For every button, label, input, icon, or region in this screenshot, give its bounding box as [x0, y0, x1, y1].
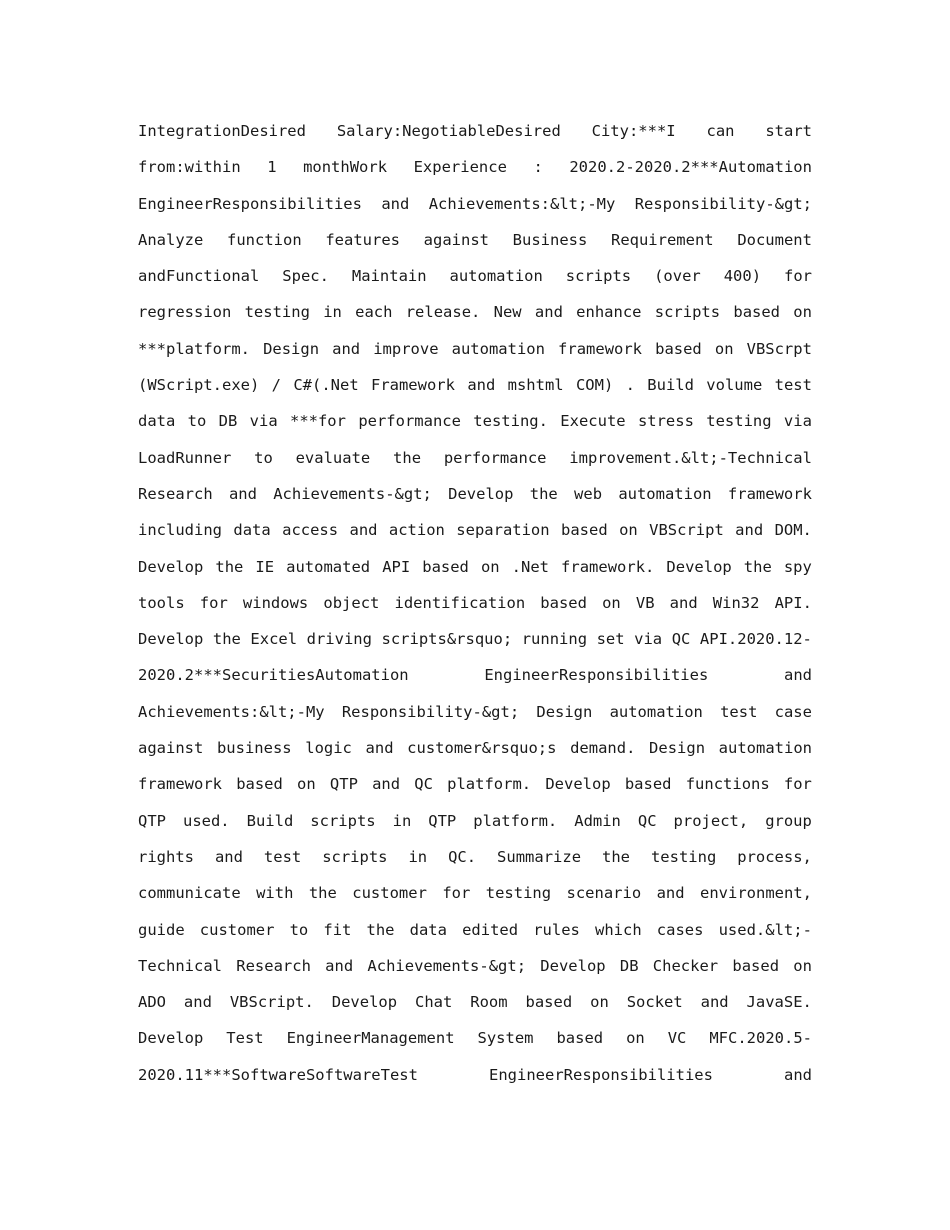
word: IE: [255, 557, 275, 576]
word: business: [216, 739, 292, 758]
word: separation: [456, 521, 550, 540]
word: process,: [737, 847, 812, 866]
word: on: [590, 993, 609, 1012]
text-line: [138, 1020, 812, 1056]
word: group: [765, 811, 812, 830]
word: EngineerResponsibilities: [484, 666, 709, 685]
word: the: [529, 484, 558, 503]
word: based: [236, 775, 283, 794]
word: the: [308, 884, 337, 903]
word: scripts: [654, 303, 721, 322]
word: and: [534, 303, 563, 322]
text-line: [138, 149, 812, 185]
word: Responsibility-&gt;: [634, 194, 812, 213]
word: Technical: [138, 956, 222, 975]
word: scripts: [322, 847, 388, 866]
word: spy: [783, 557, 812, 576]
word: used.: [182, 811, 230, 830]
word: Analyze: [138, 230, 204, 249]
word: DB: [619, 956, 639, 975]
text-line: [138, 730, 812, 766]
word: Design: [649, 739, 706, 758]
word: based: [655, 339, 702, 358]
word: against: [423, 230, 489, 249]
word: windows: [242, 593, 309, 612]
word: ***for: [289, 412, 346, 431]
word: on: [480, 557, 500, 576]
word: and: [784, 666, 812, 685]
text-line: [138, 984, 812, 1020]
word: customer: [352, 884, 427, 903]
word: for: [442, 884, 471, 903]
word: Chat: [415, 993, 453, 1012]
word: performance: [358, 412, 461, 431]
text-line: [138, 440, 812, 476]
word: guide: [138, 920, 185, 939]
word: monthWork: [303, 158, 388, 177]
word: framework: [727, 484, 812, 503]
word: Room: [470, 993, 508, 1012]
word: 1: [267, 158, 277, 177]
word: Develop: [448, 484, 514, 503]
word: and: [365, 739, 394, 758]
word: VBScript: [649, 521, 724, 540]
word: Win32: [712, 593, 760, 612]
word: automation: [718, 739, 812, 758]
word: Research: [138, 484, 213, 503]
word: System: [477, 1029, 534, 1048]
text-line: [138, 912, 812, 948]
word: QC: [414, 775, 433, 794]
word: Spec.: [282, 267, 329, 286]
word: QTP: [428, 811, 457, 830]
word: stress: [637, 412, 694, 431]
word: :: [533, 158, 543, 177]
word: Framework: [370, 376, 455, 395]
text-line: [138, 875, 812, 911]
text-line: [138, 403, 812, 439]
word: case: [774, 702, 812, 721]
word: used.&lt;-: [718, 920, 812, 939]
word: and: [784, 1065, 812, 1084]
word: in: [392, 811, 412, 830]
word: testing: [650, 847, 717, 866]
word: against: [138, 739, 204, 758]
word: test: [720, 702, 758, 721]
word: Execute: [560, 412, 626, 431]
text-line: [138, 331, 812, 367]
word: and: [228, 484, 257, 503]
word: via: [249, 412, 278, 431]
word: Build: [647, 376, 694, 395]
word: (over: [654, 267, 701, 286]
word: DB: [218, 412, 238, 431]
word: and: [372, 775, 401, 794]
text-line: [138, 258, 812, 294]
word: Design: [536, 702, 593, 721]
word: /: [271, 376, 281, 395]
word: on: [793, 303, 812, 322]
word: identification: [394, 593, 526, 612]
word: based: [525, 993, 573, 1012]
text-line: [138, 294, 812, 330]
text-line: [138, 766, 812, 802]
word: regression: [138, 303, 232, 322]
text-line: [138, 1057, 812, 1093]
text-line: [138, 186, 812, 222]
word: mshtml: [507, 376, 564, 395]
word: environment,: [700, 884, 812, 903]
word: fit: [323, 920, 352, 939]
word: testing: [485, 884, 552, 903]
word: VB: [635, 593, 655, 612]
word: Build: [246, 811, 294, 830]
word: can: [706, 122, 735, 140]
word: ADO: [138, 993, 166, 1012]
word: and: [214, 847, 243, 866]
word: framework: [138, 775, 222, 794]
word: release.: [405, 303, 481, 322]
word: QC: [671, 630, 691, 649]
word: Develop: [138, 1029, 204, 1048]
text-line: [138, 803, 812, 839]
word: 400): [723, 267, 762, 286]
word: VBScript.: [229, 993, 314, 1012]
word: Develop: [138, 630, 204, 649]
document-body: [138, 113, 812, 1093]
text-line: [138, 367, 812, 403]
word: Develop: [666, 557, 732, 576]
word: cases: [656, 920, 704, 939]
word: automation: [618, 484, 712, 503]
word: scripts&rsquo;: [381, 630, 513, 649]
word: API.2020.12-: [699, 630, 812, 649]
word: automated: [286, 557, 371, 576]
word: COM): [575, 376, 614, 395]
word: for: [783, 267, 812, 286]
word: volume: [706, 376, 763, 395]
word: and: [349, 521, 378, 540]
word: 2020.11***SoftwareSoftwareTest: [138, 1065, 418, 1084]
word: testing: [706, 412, 772, 431]
word: and: [183, 993, 212, 1012]
word: Achievements:&lt;-My: [428, 194, 616, 213]
word: scenario: [566, 884, 642, 903]
word: customer: [199, 920, 275, 939]
word: rules: [533, 920, 580, 939]
word: Business: [512, 230, 588, 249]
word: Achievements:&lt;-My: [138, 702, 325, 721]
word: Requirement: [610, 230, 714, 249]
word: the: [212, 630, 241, 649]
word: data: [138, 412, 176, 431]
word: JavaSE.: [746, 993, 812, 1012]
text-line: [138, 476, 812, 512]
word: Develop: [138, 557, 204, 576]
word: automation: [451, 339, 545, 358]
word: Document: [737, 230, 812, 249]
word: with: [256, 884, 294, 903]
word: improve: [373, 339, 439, 358]
word: .Net: [511, 557, 549, 576]
word: Develop: [331, 993, 398, 1012]
word: to: [187, 412, 207, 431]
text-line: [138, 948, 812, 984]
word: scripts: [310, 811, 376, 830]
word: to: [254, 448, 273, 467]
word: and: [381, 194, 410, 213]
word: via: [634, 630, 663, 649]
word: on: [626, 1029, 645, 1048]
text-line: [138, 694, 812, 730]
word: for: [199, 593, 228, 612]
word: Achievements-&gt;: [273, 484, 432, 503]
word: ***platform.: [138, 339, 250, 358]
word: test: [263, 847, 302, 866]
word: Socket: [626, 993, 683, 1012]
word: on: [793, 956, 812, 975]
word: QTP: [138, 811, 166, 830]
word: 2020.2***SecuritiesAutomation: [138, 666, 409, 685]
word: demand.: [570, 739, 636, 758]
word: and: [656, 884, 685, 903]
word: on: [297, 775, 316, 794]
word: features: [325, 230, 400, 249]
word: City:***I: [591, 122, 676, 140]
word: access: [282, 521, 339, 540]
word: Test: [226, 1029, 264, 1048]
word: EngineerManagement: [286, 1029, 455, 1048]
word: platform.: [447, 775, 532, 794]
word: from:within: [138, 158, 241, 177]
word: tools: [138, 593, 185, 612]
word: the: [602, 847, 630, 866]
word: test: [774, 376, 812, 395]
word: function: [227, 230, 302, 249]
word: testing.: [473, 412, 548, 431]
word: Develop: [545, 775, 611, 794]
word: logic: [305, 739, 352, 758]
word: Salary:NegotiableDesired: [336, 122, 561, 140]
word: MFC.2020.5-: [709, 1029, 812, 1048]
word: API: [382, 557, 411, 576]
word: the: [743, 557, 772, 576]
word: EngineerResponsibilities: [138, 194, 362, 213]
word: action: [388, 521, 445, 540]
word: New: [493, 303, 522, 322]
word: EngineerResponsibilities: [489, 1065, 713, 1084]
word: which: [595, 920, 642, 939]
word: IntegrationDesired: [138, 122, 306, 140]
word: C#(.Net: [293, 376, 359, 395]
word: automation: [609, 702, 703, 721]
word: Research: [236, 956, 311, 975]
word: platform.: [473, 811, 558, 830]
word: edited: [462, 920, 519, 939]
word: Responsibility-&gt;: [341, 702, 520, 721]
word: VBScrpt: [746, 339, 812, 358]
word: based: [732, 956, 780, 975]
word: 2020.2-2020.2***Automation: [569, 158, 812, 177]
word: improvement.&lt;-Technical: [569, 448, 812, 467]
word: framework.: [561, 557, 655, 576]
word: driving: [306, 630, 372, 649]
word: on: [602, 593, 621, 612]
word: Experience: [413, 158, 507, 177]
word: framework: [558, 339, 643, 358]
word: Excel: [250, 630, 298, 649]
word: testing: [244, 303, 310, 322]
word: Develop: [540, 956, 606, 975]
word: Maintain: [351, 267, 427, 286]
text-line: [138, 657, 812, 693]
word: Checker: [652, 956, 719, 975]
word: Summarize: [497, 847, 582, 866]
word: and: [467, 376, 496, 395]
word: evaluate: [295, 448, 371, 467]
word: QC.: [448, 847, 477, 866]
word: functions: [685, 775, 770, 794]
text-line: [138, 621, 812, 657]
word: rights: [138, 847, 194, 866]
word: start: [765, 122, 812, 140]
word: QTP: [329, 775, 358, 794]
word: VC: [667, 1029, 687, 1048]
word: based: [733, 303, 781, 322]
word: Admin: [574, 811, 621, 830]
word: data: [409, 920, 447, 939]
word: and: [325, 956, 354, 975]
word: web: [574, 484, 603, 503]
word: based: [556, 1029, 604, 1048]
word: customer&rsquo;s: [407, 739, 557, 758]
word: automation: [449, 267, 543, 286]
word: enhance: [576, 303, 642, 322]
word: based: [624, 775, 672, 794]
word: the: [393, 448, 422, 467]
word: in: [323, 303, 342, 322]
word: in: [408, 847, 428, 866]
word: performance: [443, 448, 547, 467]
word: on: [714, 339, 734, 358]
word: Achievements-&gt;: [367, 956, 527, 975]
word: .: [625, 376, 635, 395]
word: based: [561, 521, 608, 540]
word: the: [215, 557, 244, 576]
word: data: [233, 521, 271, 540]
word: the: [366, 920, 395, 939]
word: andFunctional: [138, 267, 260, 286]
word: API.: [774, 593, 812, 612]
word: via: [783, 412, 812, 431]
word: Design: [263, 339, 320, 358]
word: and: [332, 339, 361, 358]
word: and: [700, 993, 729, 1012]
word: DOM.: [774, 521, 812, 540]
word: QC: [637, 811, 657, 830]
word: based: [422, 557, 469, 576]
word: LoadRunner: [138, 448, 232, 467]
text-line: [138, 839, 812, 875]
text-line: [138, 549, 812, 585]
word: (WScript.exe): [138, 376, 260, 395]
word: project,: [673, 811, 749, 830]
word: communicate: [138, 884, 241, 903]
word: based: [540, 593, 587, 612]
word: on: [619, 521, 638, 540]
text-line: [138, 585, 812, 621]
word: running: [521, 630, 588, 649]
text-line: [138, 512, 812, 548]
word: for: [783, 775, 812, 794]
text-line: [138, 113, 812, 149]
word: including: [138, 521, 222, 540]
word: and: [669, 593, 698, 612]
text-line: [138, 222, 812, 258]
word: scripts: [565, 267, 632, 286]
word: each: [355, 303, 393, 322]
word: set: [596, 630, 625, 649]
word: object: [323, 593, 380, 612]
word: to: [289, 920, 309, 939]
word: and: [735, 521, 764, 540]
